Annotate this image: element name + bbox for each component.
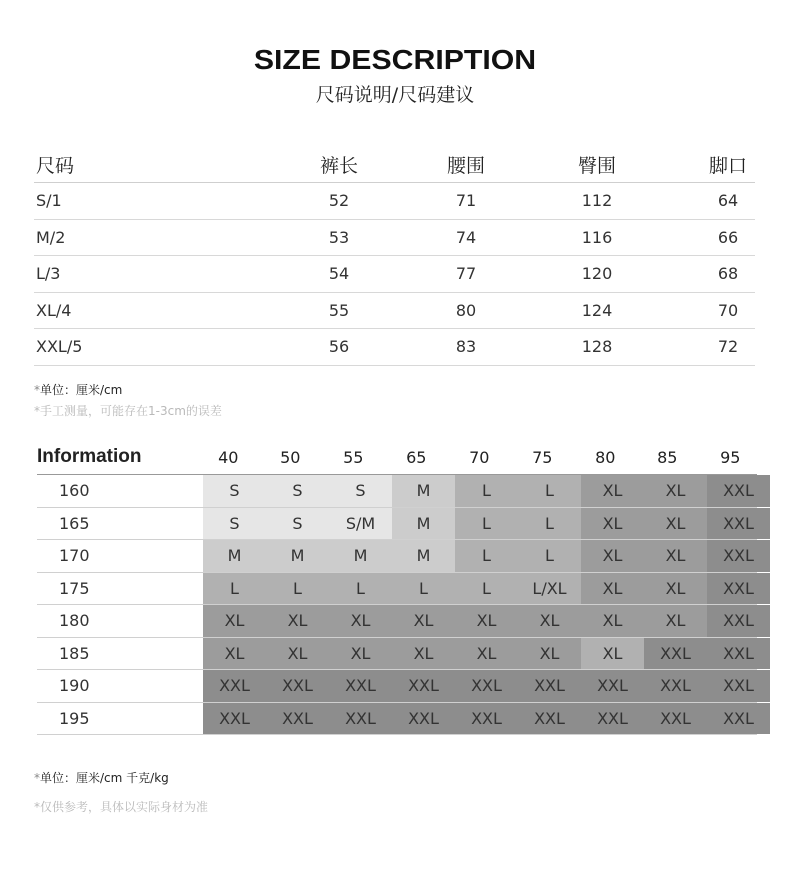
info-row	[37, 703, 757, 736]
size-cell: XXL	[518, 703, 581, 735]
size-table	[34, 146, 755, 366]
table-cell: 112	[581, 191, 613, 211]
size-cell: XL	[329, 638, 392, 670]
reference-note: *仅供参考，具体以实际身材为准	[34, 800, 209, 814]
size-cell: XL	[644, 508, 707, 540]
table-cell: 128	[581, 337, 613, 357]
unit-note	[34, 381, 122, 398]
height-cell: 175	[59, 578, 90, 598]
table-cell: 116	[581, 227, 613, 247]
table-cell: 72	[717, 337, 739, 357]
measurement-note: *手工测量，可能存在1-3cm的误差	[34, 404, 222, 418]
size-cell: XL	[581, 508, 644, 540]
weight-header: 70	[469, 447, 490, 467]
info-row	[37, 638, 757, 671]
size-cell: XXL	[707, 475, 770, 507]
info-row	[37, 605, 757, 638]
size-cell: XL	[266, 605, 329, 637]
size-cell: M	[329, 540, 392, 572]
size-cell: XL	[581, 573, 644, 605]
weight-header: 40	[218, 447, 239, 467]
size-cell: M	[392, 475, 455, 507]
size-cell: XL	[266, 638, 329, 670]
table-row	[34, 220, 755, 257]
size-cell: S	[329, 475, 392, 507]
size-cell: XXL	[266, 703, 329, 735]
size-cell: S	[266, 475, 329, 507]
column-header: 脚口	[708, 154, 747, 177]
height-cell: 165	[59, 513, 90, 533]
size-cell: XXL	[455, 670, 518, 702]
size-cell: XXL	[644, 670, 707, 702]
size-cell: XL	[392, 638, 455, 670]
information-label: Information	[37, 446, 142, 467]
size-cell: M	[203, 540, 266, 572]
table-cell: 53	[328, 227, 350, 247]
table-cell: 64	[717, 191, 739, 211]
asterisk: *	[34, 771, 40, 785]
height-cell: 170	[59, 546, 90, 566]
table-cell: 66	[717, 227, 739, 247]
size-cell: XL	[392, 605, 455, 637]
page-subtitle: 尺码说明/尺码建议	[315, 84, 475, 106]
size-cell: XXL	[707, 605, 770, 637]
weight-header: 85	[657, 447, 678, 467]
table-cell: 77	[455, 264, 477, 284]
table-row	[34, 293, 755, 330]
weight-header: 80	[595, 447, 616, 467]
info-row	[37, 508, 757, 541]
info-rows	[37, 475, 757, 735]
size-cell: XL	[203, 605, 266, 637]
info-row	[37, 573, 757, 606]
size-cell: L/XL	[518, 573, 581, 605]
table-cell: 56	[328, 337, 350, 357]
weight-header: 55	[343, 447, 364, 467]
table-cell: 74	[455, 227, 477, 247]
size-cell: XXL	[518, 670, 581, 702]
table-cell: 124	[581, 300, 613, 320]
table-row	[34, 183, 755, 220]
size-cell: XL	[644, 573, 707, 605]
height-cell: 180	[59, 611, 90, 631]
size-cell: XL	[203, 638, 266, 670]
table-cell: 54	[328, 264, 350, 284]
size-cell: XXL	[203, 670, 266, 702]
size-cell: XL	[581, 540, 644, 572]
table-cell: 70	[717, 300, 739, 320]
page-title: SIZE DESCRIPTION	[253, 44, 537, 75]
table-cell: XXL/5	[36, 337, 83, 357]
height-cell: 160	[59, 481, 90, 501]
size-table-header	[34, 146, 755, 183]
size-cell: XL	[581, 638, 644, 670]
weight-header: 95	[720, 447, 741, 467]
size-cell: L	[455, 540, 518, 572]
weight-header: 50	[280, 447, 301, 467]
size-cell: XXL	[707, 703, 770, 735]
size-cell: S	[203, 508, 266, 540]
size-cell: XXL	[707, 670, 770, 702]
table-cell: 71	[455, 191, 477, 211]
column-header: 裤长	[319, 154, 358, 177]
size-cell: XXL	[581, 670, 644, 702]
size-cell: XL	[644, 540, 707, 572]
height-cell: 185	[59, 643, 90, 663]
table-row	[34, 329, 755, 366]
info-table-header	[37, 440, 757, 475]
size-cell: XXL	[455, 703, 518, 735]
size-cell: L	[266, 573, 329, 605]
size-cell: XL	[455, 605, 518, 637]
asterisk: *	[34, 383, 40, 397]
size-cell: M	[392, 508, 455, 540]
size-cell: XL	[581, 475, 644, 507]
table-cell: XL/4	[36, 300, 72, 320]
size-cell: XL	[518, 638, 581, 670]
table-cell: 55	[328, 300, 350, 320]
size-cell: L	[392, 573, 455, 605]
table-cell: 120	[581, 264, 613, 284]
weight-header: 65	[406, 447, 427, 467]
size-recommendation-table	[37, 440, 757, 735]
column-header: 腰围	[446, 154, 485, 177]
size-cell: L	[455, 475, 518, 507]
size-cell: XXL	[707, 508, 770, 540]
unit-note-2	[34, 769, 169, 786]
size-cell: L	[455, 508, 518, 540]
size-cell: L	[518, 540, 581, 572]
size-cell: XXL	[707, 573, 770, 605]
size-cell: XL	[644, 475, 707, 507]
size-cell: XXL	[266, 670, 329, 702]
size-cell: XXL	[707, 638, 770, 670]
size-cell: XXL	[581, 703, 644, 735]
size-cell: XL	[644, 605, 707, 637]
size-cell: XXL	[329, 670, 392, 702]
size-cell: L	[518, 508, 581, 540]
table-cell: 83	[455, 337, 477, 357]
table-row	[34, 256, 755, 293]
size-cell: XXL	[644, 638, 707, 670]
table-cell: 52	[328, 191, 350, 211]
column-header: 尺码	[36, 154, 75, 177]
size-cell: XL	[581, 605, 644, 637]
table-cell: L/3	[36, 264, 61, 284]
info-row	[37, 670, 757, 703]
size-cell: L	[455, 573, 518, 605]
table-cell: M/2	[36, 227, 66, 247]
size-cell: XXL	[707, 540, 770, 572]
size-cell: XXL	[329, 703, 392, 735]
info-row	[37, 540, 757, 573]
size-cell: XL	[329, 605, 392, 637]
unit-note-text: 单位：厘米/cm	[40, 383, 123, 397]
table-cell: S/1	[36, 191, 62, 211]
table-cell: 68	[717, 264, 739, 284]
size-cell: L	[203, 573, 266, 605]
size-cell: XL	[518, 605, 581, 637]
height-cell: 195	[59, 708, 90, 728]
unit-note-2-text: 单位：厘米/cm 千克/kg	[40, 771, 169, 785]
column-header: 臀围	[577, 154, 616, 177]
size-cell: L	[518, 475, 581, 507]
size-cell: S/M	[329, 508, 392, 540]
size-cell: XXL	[644, 703, 707, 735]
info-row	[37, 475, 757, 508]
size-cell: S	[203, 475, 266, 507]
size-cell: L	[329, 573, 392, 605]
size-cell: XXL	[392, 703, 455, 735]
size-cell: M	[392, 540, 455, 572]
size-cell: XXL	[392, 670, 455, 702]
weight-header: 75	[532, 447, 553, 467]
size-cell: S	[266, 508, 329, 540]
size-cell: XL	[455, 638, 518, 670]
size-cell: XXL	[203, 703, 266, 735]
size-cell: M	[266, 540, 329, 572]
table-cell: 80	[455, 300, 477, 320]
height-cell: 190	[59, 676, 90, 696]
